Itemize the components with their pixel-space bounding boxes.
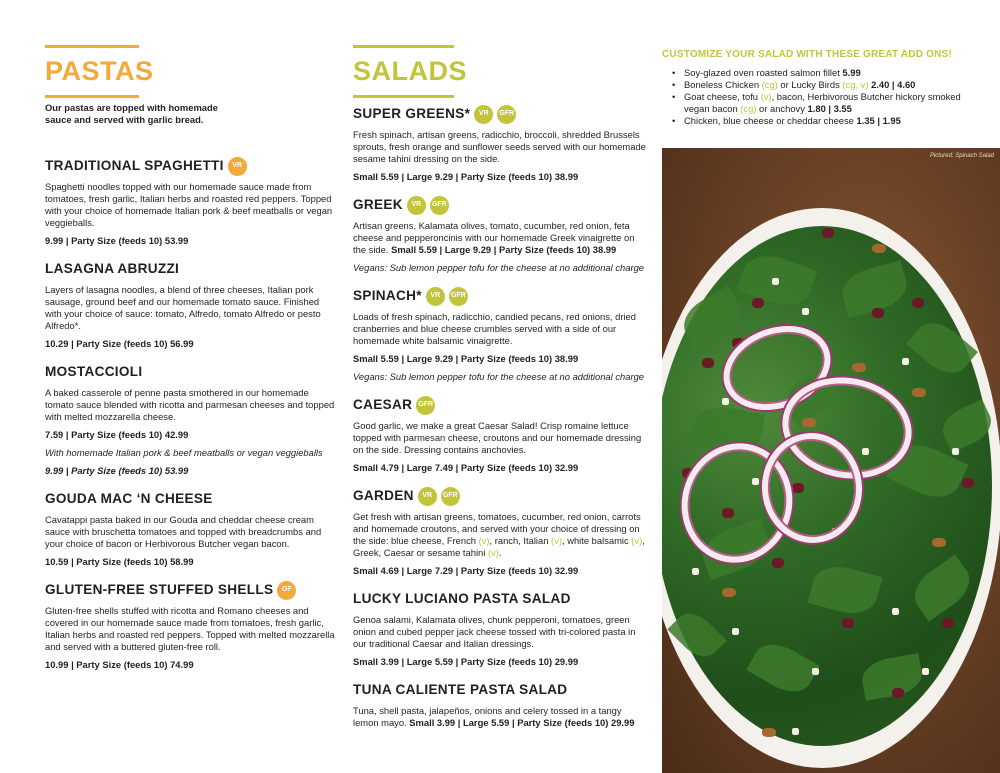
pasta-menu-item [45,362,335,477]
item-name-text: SUPER GREENS* [353,106,471,121]
addon-part: (cg, v) [842,79,869,90]
item-name-text: GARDEN [353,488,414,503]
description-text: Layers of lasagna noodles, a blend of three cheeses, Italian pork sausage, ground beef and our homemade tomato sauce. Finished with your choice of sauce: tomato, Alfredo, tomato Alfredo or pesto Alfredo*. [45,284,321,331]
addons-list [672,67,972,127]
item-description [45,387,335,423]
pasta-column [45,102,335,683]
item-price: 10.59 | Party Size (feeds 10) 58.99 [45,556,194,567]
description-text: Genoa salami, Kalamata olives, chunk pepperoni, tomatoes, green onion and cubed pepper jack cheese tossed with tri-colored pasta in our traditional Caesar and Italian dressings. [353,614,636,649]
item-description [45,605,335,653]
item-note: Vegans: Sub lemon pepper tofu for the cheese at no additional charge [353,262,644,273]
description-part: (v) [487,547,499,558]
description-text: Cavatappi pasta baked in our Gouda and cheddar cheese cream sauce with bruschetta tomatoes and topped with breadcrumbs and your choice of bacon or Herbivorous Butcher vegan bacon. [45,514,322,549]
pecan [852,363,866,372]
pasta-menu-item [45,156,335,247]
diet-badge: GFR [441,487,460,506]
pasta-menu-item [45,580,335,671]
blue-cheese-crumble [792,728,799,735]
pecan [762,728,776,737]
addon-part: Boneless Chicken [684,79,762,90]
item-name-text: GREEK [353,197,403,212]
description-part: , Greek, Caesar or sesame tahini [353,535,645,558]
diet-badge: VR [228,157,247,176]
item-price: 10.99 | Party Size (feeds 10) 74.99 [45,659,194,670]
item-price: Small 4.79 | Large 7.49 | Party Size (feeds 10) 32.99 [353,462,579,473]
blue-cheese-crumble [922,668,929,675]
item-title [353,104,649,124]
item-name-text: LUCKY LUCIANO PASTA SALAD [353,591,571,606]
addon-part: Soy-glazed oven roasted salmon fillet [684,67,843,78]
blue-cheese-crumble [952,448,959,455]
cranberry [962,478,974,488]
pecan [912,388,926,397]
blue-cheese-crumble [722,398,729,405]
item-description [353,311,649,347]
addon-part: Chicken, blue cheese or cheddar cheese [684,115,857,126]
salad-menu-item [353,486,649,577]
item-description [353,129,649,165]
item-price: Small 5.59 | Large 9.29 | Party Size (feeds 10) 38.99 [353,171,579,182]
item-note-price: 9.99 | Party Size (feeds 10) 53.99 [45,465,189,476]
item-description [45,284,335,332]
description-text: A baked casserole of penne pasta smothered in our homemade tomato sauce blended with ricotta and parmesan cheeses and topped with melted mozzarella cheese. [45,387,335,422]
item-price: 10.29 | Party Size (feeds 10) 56.99 [45,338,194,349]
addon-part: 1.35 | 1.95 [856,115,901,126]
item-title [45,156,335,176]
salad-menu-item [353,195,649,274]
item-description [45,181,335,229]
item-price: 7.59 | Party Size (feeds 10) 42.99 [45,429,189,440]
item-title [45,580,335,600]
spinach-salad-photo [662,148,1000,773]
addon-part: (v) [760,91,772,102]
pasta-menu-item [45,489,335,568]
addon-part: (cg) [761,79,778,90]
cranberry [842,618,854,628]
blue-cheese-crumble [802,308,809,315]
description-text: Spaghetti noodles topped with our homemade sauce made from tomatoes, fresh garlic, Italian herbs and roasted red peppers. Topped with your choice of homemade Italian pork & beef meatballs or vegan veggieballs. [45,181,333,228]
diet-badge: VR [426,287,445,306]
addon-part: Goat cheese, tofu [684,91,761,102]
item-name-text: GLUTEN-FREE STUFFED SHELLS [45,582,274,597]
addon-part: (cg) [740,103,757,114]
cranberry [892,688,904,698]
item-title [353,486,649,506]
diet-badge: VR [418,487,437,506]
item-name-text: CAESAR [353,397,413,412]
heading-rule [45,45,139,48]
item-title [45,259,335,279]
item-price: Small 5.59 | Large 9.29 | Party Size (feeds 10) 38.99 [391,244,617,255]
item-price: 9.99 | Party Size (feeds 10) 53.99 [45,235,189,246]
salad-menu-item [353,395,649,474]
heading-rule [45,95,139,98]
diet-badge: GF [277,581,296,600]
diet-badge: GFR [449,287,468,306]
description-part: (v) [631,535,643,546]
addon-item [672,67,972,79]
addon-part: 5.99 [842,67,861,78]
diet-badge: VR [407,196,426,215]
description-text: Good garlic, we make a great Caesar Salad! Crisp romaine lettuce topped with parmesan cheese, croutons and our homemade dressing on the side. Dressing contains anchovies. [353,420,642,455]
description-text: Tuna, shell pasta, jalapeños, onions and celery tossed in a tangy lemon mayo. [353,705,622,728]
blue-cheese-crumble [692,568,699,575]
item-note: With homemade Italian pork & beef meatballs or vegan veggieballs [45,447,323,458]
description-text: Artisan greens, Kalamata olives, tomato, cucumber, red onion, feta cheese and pepperoncinis with our homemade Greek vinaigrette on the side. [353,220,635,255]
item-description [353,220,649,256]
cranberry [942,618,954,628]
item-note: Vegans: Sub lemon pepper tofu for the cheese at no additional charge [353,371,644,382]
salad-menu-item [353,589,649,668]
item-description [353,614,649,650]
salad-column [353,104,649,741]
item-name-text: GOUDA MAC ‘N CHEESE [45,491,213,506]
diet-badge: GFR [416,396,435,415]
addon-part: or anchovy [756,103,808,114]
item-name-text: LASAGNA ABRUZZI [45,261,180,276]
diet-badge: VR [474,105,493,124]
pecan [722,588,736,597]
cranberry [912,298,924,308]
salad-menu-item [353,286,649,383]
description-text: Loads of fresh spinach, radicchio, candied pecans, red onions, dried cranberries and blue cheese crumbles served with a side of our homemade white balsamic vinaigrette. [353,311,636,346]
pasta-intro: Our pastas are topped with homemade sauce and served with garlic bread. [45,102,218,125]
description-part: , ranch, Italian [489,535,552,546]
salad-menu-item [353,680,649,729]
item-title [353,286,649,306]
addon-part: 1.80 | 3.55 [807,103,852,114]
addon-part: or Lucky Birds [777,79,843,90]
item-title [353,395,649,415]
item-title [353,680,649,700]
description-text: Fresh spinach, artisan greens, radicchio, broccoli, shredded Brussels sprouts, fresh orange and sunflower seeds served with our homemade sesame tahini dressing on the side. [353,129,646,164]
addon-item [672,79,972,91]
item-title [353,589,649,609]
blue-cheese-crumble [772,278,779,285]
diet-badge: GFR [497,105,516,124]
salads-title-text: SALADS [353,56,468,86]
salad-menu-item [353,104,649,183]
pecan [872,244,886,253]
addons-heading: CUSTOMIZE YOUR SALAD WITH THESE GREAT ADD ONS! [662,49,952,60]
heading-rule [353,45,454,48]
cranberry [752,298,764,308]
blue-cheese-crumble [892,608,899,615]
item-price: Small 4.69 | Large 7.29 | Party Size (feeds 10) 32.99 [353,565,579,576]
item-title [353,195,649,215]
item-description [45,514,335,550]
blue-cheese-crumble [732,628,739,635]
description-part: (v) [478,535,490,546]
addon-item [672,91,972,115]
cranberry [702,358,714,368]
addon-part: , bacon, Herbivorous Butcher hickory smoked vegan bacon [684,91,961,114]
item-name-text: TRADITIONAL SPAGHETTI [45,158,224,173]
description-part: , white balsamic [561,535,632,546]
item-title [45,362,335,382]
addon-item [672,115,972,127]
item-name-text: SPINACH* [353,288,422,303]
pasta-menu-item [45,259,335,350]
blue-cheese-crumble [902,358,909,365]
cranberry [872,308,884,318]
item-price: Small 5.59 | Large 9.29 | Party Size (feeds 10) 38.99 [353,353,579,364]
description-part: (v) [551,535,562,546]
heading-rule [353,95,454,98]
blue-cheese-crumble [812,668,819,675]
description-part: Get fresh with artisan greens, tomatoes, cucumber, red onion, carrots and homemade croutons, and served with your choice of dressing on the side: blue cheese, French [353,511,641,546]
pasta-item-list [45,156,335,671]
item-description [353,705,649,729]
pastas-heading [45,45,154,98]
photo-caption: Pictured: Spinach Salad [929,153,994,159]
diet-badge: GFR [430,196,449,215]
salads-heading [353,45,468,98]
item-price: Small 3.99 | Large 5.59 | Party Size (feeds 10) 29.99 [409,717,635,728]
cranberry [772,558,784,568]
item-name-text: TUNA CALIENTE PASTA SALAD [353,682,568,697]
pecan [932,538,946,547]
item-name-text: MOSTACCIOLI [45,364,143,379]
pastas-title-text: PASTAS [45,56,154,86]
item-price: Small 3.99 | Large 5.59 | Party Size (feeds 10) 29.99 [353,656,579,667]
cranberry [822,228,834,238]
item-title [45,489,335,509]
item-description [353,511,649,559]
description-part: . [498,547,502,558]
description-text: Gluten-free shells stuffed with ricotta and Romano cheeses and covered in our homemade sauce made from tomatoes, fresh garlic, Italian herbs and roasted red peppers. Topped with melted mozzarella and served with a buttered gluten-free roll. [45,605,335,652]
addon-part: 2.40 | 4.60 [868,79,916,90]
item-description [353,420,649,456]
salad-item-list [353,104,649,729]
